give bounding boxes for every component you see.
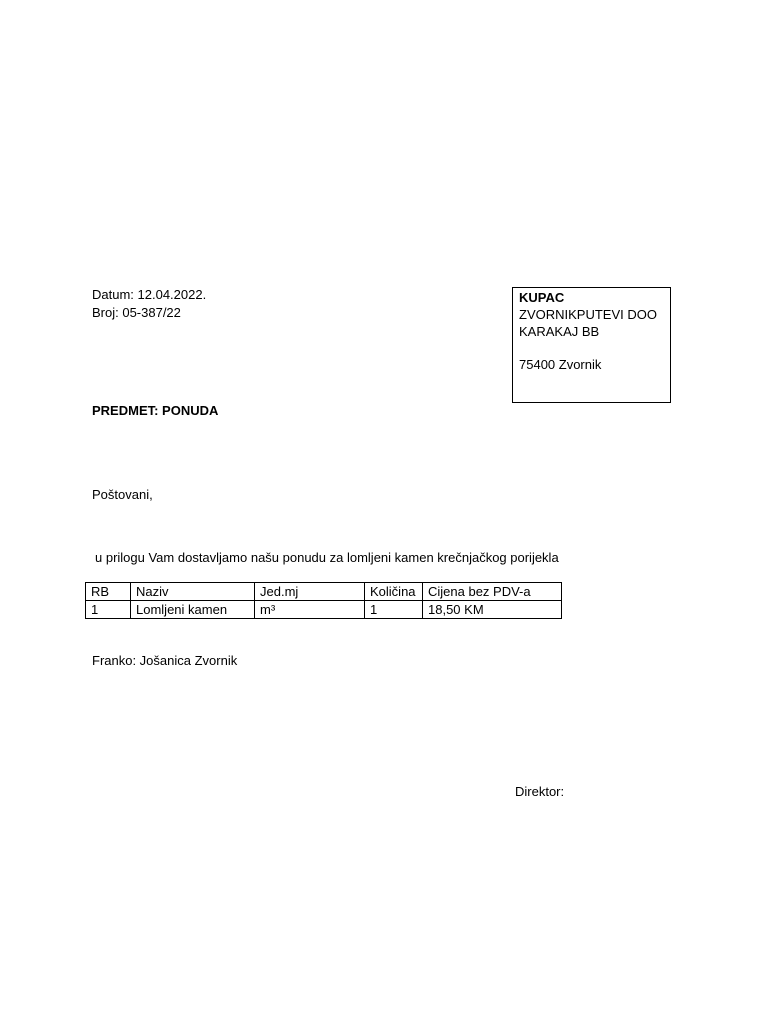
greeting: Poštovani, — [92, 487, 153, 502]
cell-naziv: Lomljeni kamen — [131, 601, 255, 619]
buyer-city: 75400 Zvornik — [519, 357, 602, 372]
table-header-row — [86, 583, 562, 601]
cell-cijena: 18,50 KM — [423, 601, 562, 619]
cell-kolicina: 1 — [365, 601, 423, 619]
date-line: Datum: 12.04.2022. — [92, 287, 207, 302]
intro-text: u prilogu Vam dostavljamo našu ponudu za lomljeni kamen krečnjačkog porijekla — [95, 550, 559, 565]
header-cell-cijena: Cijena bez PDV-a — [423, 583, 562, 601]
header-cell-rb: RB — [86, 583, 131, 601]
cell-jedmj: m³ — [255, 601, 365, 619]
header-cell-kolicina: Količina — [365, 583, 423, 601]
buyer-label: KUPAC — [519, 290, 565, 305]
buyer-name: ZVORNIKPUTEVI DOO — [519, 307, 657, 322]
offer-table — [85, 582, 562, 619]
franko-line: Franko: Jošanica Zvornik — [92, 653, 238, 668]
header-cell-jedmj: Jed.mj — [255, 583, 365, 601]
buyer-box — [512, 287, 671, 403]
table-row — [86, 601, 562, 619]
header-cell-naziv: Naziv — [131, 583, 255, 601]
subject-line: PREDMET: PONUDA — [92, 403, 219, 418]
signature-label: Direktor: — [515, 784, 565, 799]
buyer-address: KARAKAJ BB — [519, 324, 600, 339]
number-line: Broj: 05-387/22 — [92, 305, 181, 320]
cell-rb: 1 — [86, 601, 131, 619]
